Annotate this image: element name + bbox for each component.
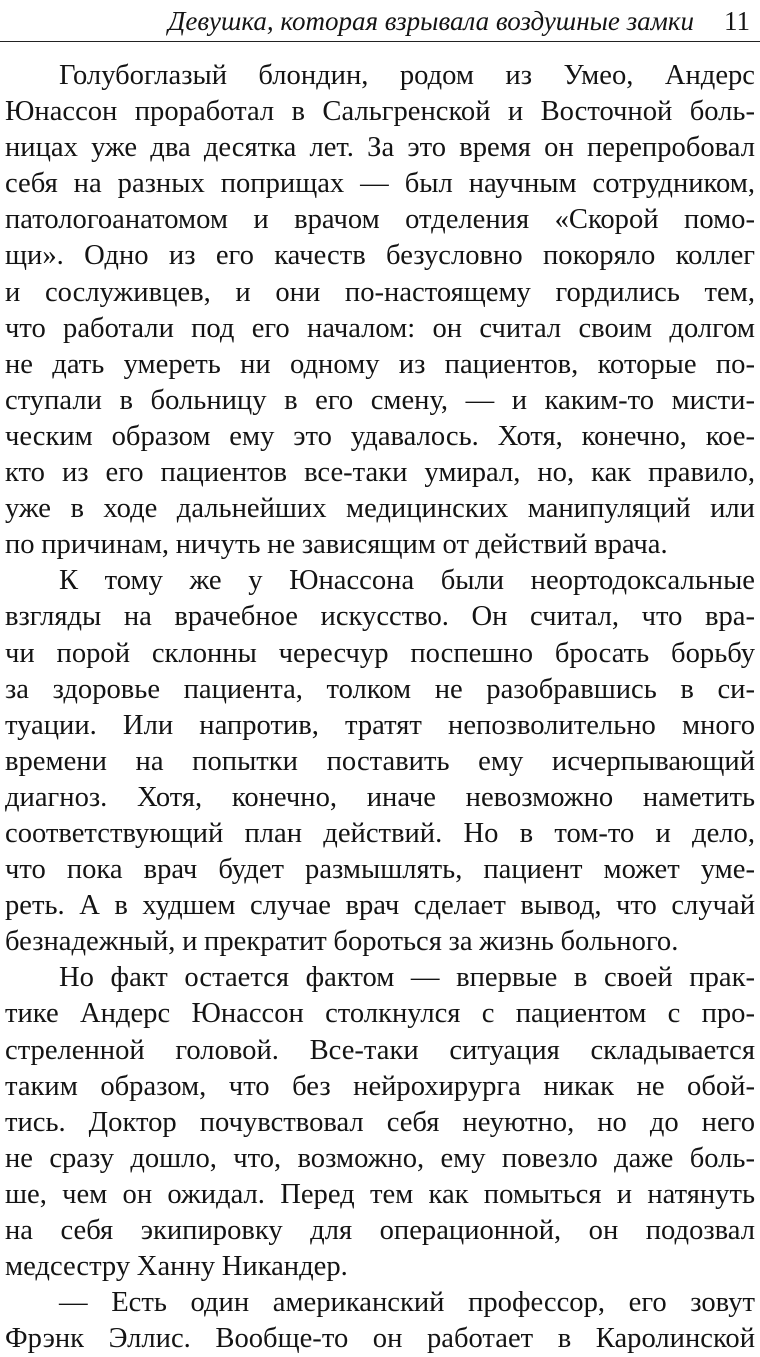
- text-line: на себя экипировку для операционной, он подозвал: [5, 1215, 755, 1246]
- text-line: медсестру Ханну Никандер.: [5, 1251, 348, 1283]
- text-line: безнадежный, и прекратит бороться за жизнь больного.: [5, 926, 679, 958]
- text-line: реть. А в худшем случае врач сделает вывод, что случай: [5, 890, 755, 922]
- text-line: чи порой склонны чересчур поспешно бросать борьбу: [5, 637, 755, 669]
- text-line: Голубоглазый блондин, родом из Умео, Андерс: [59, 60, 755, 91]
- text-line: уже в ходе дальнейших медицинских манипуляций или: [5, 493, 755, 525]
- paragraph: [5, 58, 755, 563]
- page-number: 11: [724, 6, 750, 36]
- text-line: К тому же у Юнассона были неортодоксальные: [59, 565, 755, 597]
- text-line: взгляды на врачебное искусство. Он считал, что вра-: [5, 601, 755, 633]
- text-line: за здоровье пациента, толком не разобравшись в си-: [5, 673, 755, 705]
- text-line: щи». Одно из его качеств безусловно покоряло коллег: [5, 240, 755, 272]
- text-line: диагноз. Хотя, конечно, иначе невозможно наметить: [5, 781, 755, 813]
- text-line: соответствующий план действий. Но в том-то и дело,: [5, 817, 755, 849]
- text-line: по причинам, ничуть не зависящим от действий врача.: [5, 529, 668, 561]
- paragraph: [5, 1285, 755, 1357]
- text-line: туации. Или напротив, тратят непозволительно много: [5, 709, 755, 741]
- text-line: не дать умереть ни одному из пациентов, которые по-: [5, 348, 755, 380]
- text-line: тись. Доктор почувствовал себя неуютно, но до него: [5, 1106, 755, 1138]
- text-line: Юнассон проработал в Сальгренской и Восточной боль-: [5, 96, 755, 128]
- running-header: [0, 2, 760, 42]
- text-line: ступали в больницу в его смену, — и каким-то мисти-: [5, 384, 755, 416]
- text-line: Фрэнк Эллис. Вообще-то он работает в Каролинской: [5, 1323, 755, 1355]
- text-line: таким образом, что без нейрохирурга никак не обой-: [5, 1070, 755, 1102]
- text-line: ницах уже два десятка лет. За это время он перепробовал: [5, 132, 755, 164]
- text-line: стреленной головой. Все-таки ситуация складывается: [5, 1034, 755, 1066]
- paragraph: [5, 563, 755, 960]
- text-line: себя на разных поприщах — был научным сотрудником,: [5, 168, 755, 200]
- running-title: Девушка, которая взрывала воздушные замки: [168, 6, 694, 36]
- text-line: и сослуживцев, и они по-настоящему гордились тем,: [5, 276, 755, 308]
- text-line: кто из его пациентов все-таки умирал, но, как правило,: [5, 457, 755, 489]
- text-line: Но факт остается фактом — впервые в своей прак-: [59, 962, 755, 994]
- body-text: [5, 58, 755, 1357]
- text-line: тике Андерс Юнассон столкнулся с пациентом с про-: [5, 998, 755, 1030]
- text-line: патологоанатомом и врачом отделения «Скорой помо-: [5, 204, 755, 236]
- paragraph: [5, 960, 755, 1285]
- text-line: не сразу дошло, что, возможно, ему повезло даже боль-: [5, 1142, 755, 1174]
- text-line: что работали под его началом: он считал своим долгом: [5, 312, 755, 344]
- text-line: времени на попытки поставить ему исчерпывающий: [5, 745, 755, 777]
- text-line: ческим образом ему это удавалось. Хотя, конечно, кое-: [5, 420, 755, 452]
- text-line: — Есть один американский профессор, его зовут: [59, 1287, 755, 1319]
- text-line: ше, чем он ожидал. Перед тем как помыться и натянуть: [5, 1178, 755, 1210]
- text-line: что пока врач будет размышлять, пациент может уме-: [5, 854, 755, 886]
